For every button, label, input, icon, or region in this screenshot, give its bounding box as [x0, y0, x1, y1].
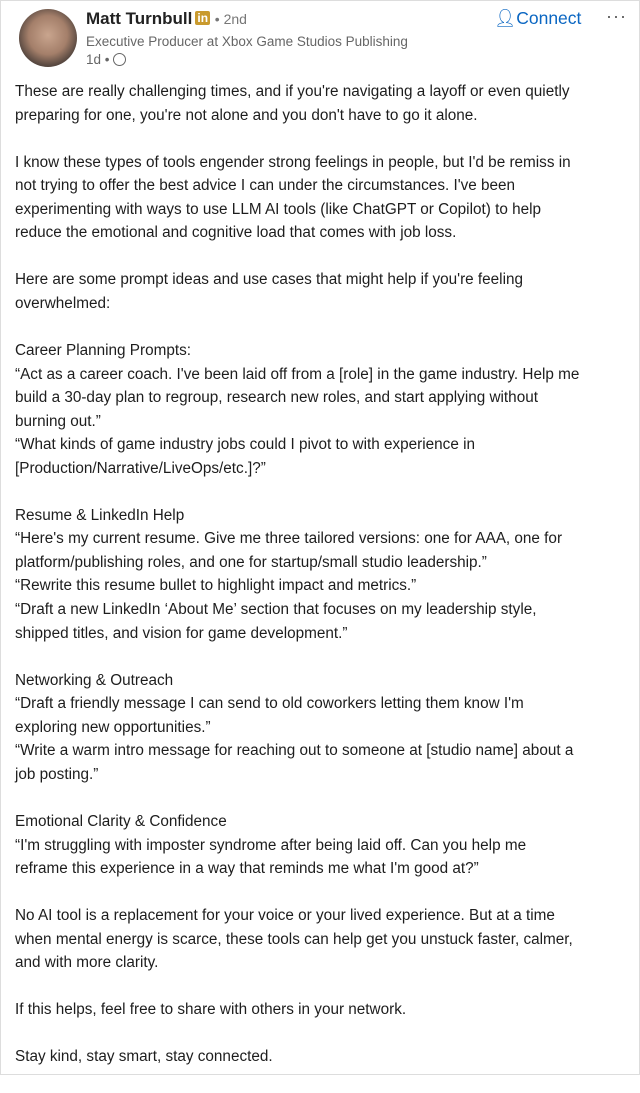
post-line: “What kinds of game industry jobs could I pivot to with experience in: [15, 436, 475, 454]
post-paragraph: [15, 1045, 635, 1069]
post-line: and with more clarity.: [15, 954, 159, 972]
add-person-icon: 👤︎: [494, 8, 517, 28]
post-line: “Rewrite this resume bullet to highlight impact and metrics.”: [15, 577, 417, 595]
connection-degree: • 2nd: [214, 11, 247, 27]
globe-icon: [113, 53, 126, 66]
post-paragraph: [15, 151, 635, 245]
post-body: [15, 80, 635, 1093]
post-line: Networking & Outreach: [15, 671, 174, 689]
post-line: If this helps, feel free to share with others in your network.: [15, 1001, 407, 1019]
more-options-button[interactable]: ···: [606, 6, 627, 26]
post-line: These are really challenging times, and if you're navigating a layoff or even quietly: [15, 83, 570, 100]
post-line: when mental energy is scarce, these tools can help get you unstuck faster, calmer,: [15, 930, 573, 948]
post-line: “Here's my current resume. Give me three tailored versions: one for AAA, one for: [15, 530, 563, 548]
post-line: [Production/Narrative/LiveOps/etc.]?”: [15, 459, 266, 477]
author-headline: Executive Producer at Xbox Game Studios Publishing: [86, 34, 408, 49]
post-line: platform/publishing roles, and one for startup/small studio leadership.”: [15, 553, 487, 571]
post-line: “Write a warm intro message for reaching out to someone at [studio name] about a: [15, 742, 574, 760]
post-paragraph: [15, 504, 635, 645]
post-line: preparing for one, you're not alone and you don't have to go it alone.: [15, 106, 478, 124]
post-line: I know these types of tools engender strong feelings in people, but I'd be remiss in: [15, 153, 571, 171]
post-paragraph: [15, 268, 635, 315]
post-paragraph: [15, 339, 635, 480]
post-line: not trying to offer the best advice I can under the circumstances. I've been: [15, 177, 516, 195]
author-name[interactable]: Matt Turnbull: [86, 9, 193, 28]
post-line: Stay kind, stay smart, stay connected.: [15, 1048, 273, 1066]
post-paragraph: [15, 669, 635, 787]
post-paragraph: [15, 810, 635, 881]
post-time: [86, 52, 126, 67]
post-line: “Draft a friendly message I can send to old coworkers letting them know I'm: [15, 695, 524, 713]
author-name-row: [86, 9, 247, 29]
post-paragraph: [15, 80, 635, 127]
post-line: reframe this experience in a way that reminds me what I'm good at?”: [15, 860, 479, 878]
avatar[interactable]: [19, 9, 77, 67]
connect-button[interactable]: 👤︎Connect: [494, 8, 582, 28]
post-line: reduce the emotional and cognitive load that comes with job loss.: [15, 224, 457, 242]
post-line: Resume & LinkedIn Help: [15, 506, 185, 524]
linkedin-premium-icon: in: [197, 11, 209, 25]
post-line: experimenting with ways to use LLM AI tools (like ChatGPT or Copilot) to help: [15, 200, 542, 218]
post-header: [0, 0, 640, 80]
post-line: exploring new opportunities.”: [15, 718, 211, 736]
post-paragraph: [15, 998, 635, 1022]
post-line: “I'm struggling with imposter syndrome after being laid off. Can you help me: [15, 836, 527, 854]
post-line: overwhelmed:: [15, 294, 111, 312]
post-line: shipped titles, and vision for game development.”: [15, 624, 348, 642]
post-line: burning out.”: [15, 412, 101, 430]
post-line: Emotional Clarity & Confidence: [15, 812, 227, 830]
post-line: build a 30-day plan to regroup, research new roles, and start applying without: [15, 389, 538, 407]
post-line: Career Planning Prompts:: [15, 342, 191, 360]
post-line: No AI tool is a replacement for your voice or your lived experience. But at a time: [15, 907, 555, 925]
post-line: “Act as a career coach. I've been laid off from a [role] in the game industry. Help me: [15, 365, 580, 383]
post-line: “Draft a new LinkedIn ‘About Me’ section that focuses on my leadership style,: [15, 601, 537, 619]
timestamp: 1d •: [86, 52, 110, 67]
post-line: Here are some prompt ideas and use cases that might help if you're feeling: [15, 271, 523, 289]
post-paragraph: [15, 904, 635, 975]
post-line: job posting.”: [15, 765, 99, 783]
